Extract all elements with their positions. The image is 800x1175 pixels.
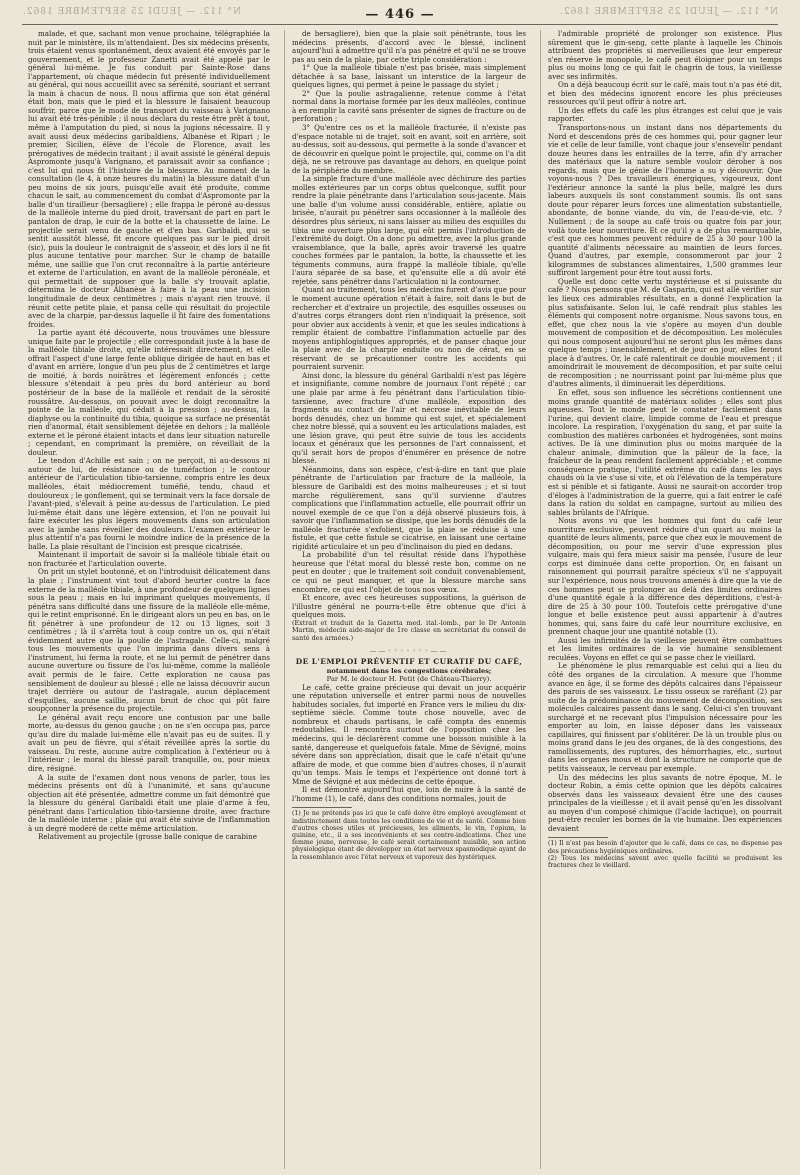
paragraph: Et encore, avec ces heureuses suppositions, la guérison de l'illustre général ne pourra-t-elle être obtenue que d'ici à quelques mois. xyxy=(292,593,526,620)
column-2 xyxy=(284,30,526,1169)
paragraph: Quant au traitement, tous les médecins furent d'avis que pour le moment aucune opération n'était à faire, soit dans le but de rechercher et d'extraire un projectile, des esquilles osseuses ou d'autres corps étrangers dont rien n'indiquait la présence, soit pour obvier aux accidents à venir, et que les seules indications à remplir étaient de combattre l'inflammation actuelle par des moyens antiphlogistiques appropriés, et de panser chaque jour la plaie avec de la charpie enduite ou non de cérat, en se réservant de se précautionner contre les accidents qui pourraient survenir. xyxy=(292,285,526,372)
footnote-rule xyxy=(548,837,608,838)
footnote-rule xyxy=(292,807,352,808)
paragraph: de bersagliere), bien que la plaie soit pénétrante, tous les médecins présents, d'accord avec le blessé, inclinent aujourd'hui à admettre qu'il n'a pas pénétré et qu'il ne se trouve pas au sein de la plaie, par cette triple considération : xyxy=(292,30,526,64)
running-header-left: N° 112. — JEUDI 25 SEPTEMBRE 1862. xyxy=(22,7,241,17)
page-number: — 446 — xyxy=(365,6,435,22)
paragraph: On prit un stylet boutonné, et on l'introduisit délicatement dans la plaie ; l'instrument vint tout d'abord heurter contre la face externe de la malléole tibiale, à une profondeur de quelques lignes sous la peau ; mais en lui imprimant quelques mouvements, il pénétra sans difficulté dans une fissure de la malléole elle-même, qui le retint emprisonné. En le dirigeant alors un peu en bas, on le fit pénétrer à une profondeur de 12 ou 13 lignes, soit 3 centimètres ; là il s'arrêta tout à coup contre un os, qui n'était évidemment autre que la poulie de l'astragale. Celle-ci, malgré tous les mouvements que l'on imprima dans divers sens à l'instrument, lui ferma la route, et ne lui permit de pénétrer dans aucune ouverture ou fissure de l'os lui-même, comme la malléole avait permis de le faire. Cette exploration ne causa pas sensiblement de douleur au blessé ; elle ne laissa découvrir aucun trajet derrière ou autour de l'astragale, aucun déplacement d'esquilles, aucune saillie, aucun bruit de choc qui pût faire soupçonner la présence du projectile. xyxy=(28,567,270,714)
column-3 xyxy=(540,30,782,1169)
paragraph: Le phénomène le plus remarquable est celui qui a lieu du côté des organes de la circulation. A mesure que l'homme avance en âge, il se forme des dépôts calcaires dans l'épaisseur des parois de ses vaisseaux. Le tissu osseux se raréfiant (2) par suite de la prédominance du mouvement de décomposition, ses molécules calcaires passent dans le sang. Celui-ci s'en trouvant surchargé et ne recevant plus l'impulsion nécessaire pour les emporter au loin, en laisse déposer dans les vaisseaux capillaires, qui finissent par s'oblitérer. De là un trouble plus ou moins grand dans le jeu des organes, de là des congestions, des ramollissements, des ruptures, des hémorrhagies, etc., surtout dans les organes mous et dont la structure ne comporte que de petits vaisseaux, le cerveau par exemple. xyxy=(548,661,782,774)
paragraph: Le général avait reçu encore une contusion par une balle morte, au-dessus du genou gauche ; on ne s'en occupa pas, parce qu'au dire du malade lui-même elle n'avait pas eu de suites. Il y avait un peu de fièvre, qui s'était réveillée après la sortie du vaisseau. Du reste, aucune autre complication à l'extérieur ou à l'intérieur ; le moral du blessé paraît tranquille, ou, pour mieux dire, résigné. xyxy=(28,712,270,774)
page-header xyxy=(22,4,778,25)
paragraph: Nous avons vu que les hommes qui font du café leur nourriture exclusive, peuvent réduire d'un quart au moins la quantité de leurs aliments, parce que chez eux le mouvement de décomposition, ou pour me servir d'une expression plus vulgaire, mais qui fera mieux saisir ma pensée, l'usure de leur corps est diminuée dans cette proportion. Or, en faisant un raisonnement qui pourrait paraître spécieux s'il ne s'appuyait sur l'expérience, nous nous trouvons amenés à dire que la vie de ces hommes peut se prolonger au delà des limites ordinaires d'une quantité égale à la différence des déperditions, c'est-à-dire de 25 à 30 pour 100. Toutefois cette prérogative d'une longue et belle existence peut aussi appartenir à d'autres hommes, qui, sans faire du café leur nourriture exclusive, en prennent chaque jour une quantité notable (1). xyxy=(548,516,782,637)
article-author: Par M. le docteur H. Petit (de Château-Thierry). xyxy=(326,675,492,684)
paragraph: Maintenant il importait de savoir si la malléole tibiale était ou non fracturée et l'articulation ouverte. xyxy=(28,550,270,568)
paragraph: Relativement au projectile (grosse balle conique de carabine xyxy=(38,832,257,842)
paragraph: Le tendon d'Achille est sain ; on ne perçoit, ni au-dessous ni autour de lui, de résistance ou de tuméfaction ; le contour antérieur de l'articulation tibio-tarsienne, compris entre les deux malléoles, était médiocrement tuméfié, tendu, chaud et douloureux ; le gonflement, qui se terminait vers la face dorsale de l'avant-pied, s'élevait à peine au-dessus de l'articulation. Le pied lui-même était dans une légère extension, et l'on ne pouvait lui faire exécuter les plus légers mouvements dans son articulation avec la jambe sans réveiller des douleurs. L'examen extérieur le plus attentif n'a pas fourni le moindre indice de la présence de la balle. La plaie résultant de l'incision est presque cicatrisée. xyxy=(28,456,270,551)
paragraph: Un des effets du café les plus étranges est celui que je vais rapporter. xyxy=(548,105,782,124)
paragraph: La probabilité d'un tel résultat réside dans l'hypothèse heureuse que l'état moral du blessé reste bon, comme on ne peut en douter ; que le traitement soit conduit convenablement, ce qui ne peut manquer, et que la blessure marche sans encombre, ce qui est l'objet de tous nos vœux. xyxy=(292,550,526,594)
paragraph: La partie ayant été découverte, nous trouvâmes une blessure unique faite par le projectile ; elle correspondait juste à la base de la malléole tibiale droite, qu'elle intéressait directement, et elle offrait l'aspect d'une large fente oblique dirigée de haut en bas et d'avant en arrière, longue d'un peu plus de 2 centimètres et large de moitié, à bords noirâtres et légèrement enfoncés ; cette blessure s'étendait à peu près du bord antérieur au bord postérieur de la base de la malléole et rendait de la sérosité roussâtre. Au-dessous, on pouvait avec le doigt reconnaître la pointe de la malléole, qui cédait à la pression ; au-dessus, la diaphyse ou la continuité du tibia, quoique sa surface ne présentât rien d'anormal, était sensiblement déjetée en dehors ; la malléole externe et le péroné étaient intacts et dans leur situation naturelle ; cependant, en comprimant la première, on réveillait de la douleur. xyxy=(28,328,270,457)
paragraph: Quelle est donc cette vertu mystérieuse et si puissante du café ? Nous pensons que M. de Gasparin, qui est allé vérifier sur les lieux ces admirables résultats, en a donné l'explication la plus satisfaisante. Selon lui, le café rendrait plus stables les éléments qui composent notre organisme. Nous savons tous, en effet, que chez nous la vie s'opère au moyen d'un double mouvement de composition et de décomposition. Les molécules qui nous composent aujourd'hui ne seront plus les mêmes dans quelque temps ; insensiblement, et de jour en jour, elles feront place à d'autres. Or, le café ralentirait ce double mouvement ; il amoindrirait le mouvement de décomposition, et par suite celui de recomposition ; ne nourrissant point par lui-même plus que d'autres aliments, il diminuerait les déperditions. xyxy=(548,276,782,389)
footnote: (1) Il n'est pas besoin d'ajouter que le café, dans ce cas, ne dispense pas des précautions hygiéniques ordinaires. xyxy=(548,840,782,855)
source-note: (Extrait et traduit de la Gazetta med. ital.-lomb., par le Dr Antonin Martin, médecin aide-major de 1re classe en secrétariat du conseil de santé des armées.) xyxy=(292,618,526,642)
paragraph: 3° Qu'entre ces os et la malléole fracturée, il n'existe pas d'espace notable ni de trajet, soit en avant, soit en arrière, soit au-dessus, soit au-dessous, qui permette à la sonde d'avancer et de découvrir en quelque point le projectile, qui, comme on l'a dit déjà, ne se retrouve pas davantage au dehors, en quelque point de la périphérie du membre. xyxy=(292,123,526,175)
paragraph: Aussi les infirmités de la vieillesse peuvent être combattues et les limites ordinaires de la vie humaine sensiblement reculées. Voyons en effet ce qui se passe chez le vieillard. xyxy=(548,635,782,662)
paragraph: Transportons-nous un instant dans nos départements du Nord et descendons près de ces hommes qui, pour gagner leur vie et celle de leur famille, vont chaque jour s'ensevelir pendant douze heures dans les entrailles de la terre, afin d'y arracher des matériaux que la nature semble vouloir dérober à nos regards, mais que le génie de l'homme a su y découvrir. Que voyons-nous ? Des travailleurs énergiques, vigoureux, dont l'extérieur annonce la santé la plus belle, malgré les durs labeurs auxquels ils sont constamment soumis. Ils ont sans doute pour réparer leurs forces une alimentation substantielle, abondante, de bonne viande, du vin, de l'eau-de-vie, etc. ? Nullement ; de la soupe au café trois ou quatre fois par jour, voilà toute leur nourriture. Et ce qu'il y a de plus remarquable, c'est que ces hommes peuvent réduire de 25 à 30 pour 100 la quantité d'aliments nécessaire au maintien de leurs forces. Quand d'autres, par exemple, consommeront par jour 2 kilogrammes de substances alimentaires, 1,500 grammes leur suffiront largement pour être tout aussi forts. xyxy=(548,123,782,278)
footnote: (1) Je ne prétends pas ici que le café doive être employé aveuglément et indistinctement dans toutes les conditions de vie et de santé. Comme bien d'autres choses utiles et précieuses, les aliments, le vin, l'opium, la quinine, etc., il a ses inconvénients et ses contre-indications. Chez une femme jeune, nerveuse, le café serait certainement nuisible, son action physiologique étant de développer un état nerveux spasmodique ayant de la ressemblance avec l'état nerveux et vaporeux des hystériques. xyxy=(292,810,526,861)
footnote: (2) Tous les médecins savent avec quelle facilité se produisent les fractures chez le vieillard. xyxy=(548,854,782,870)
paragraph: l'admirable propriété de prolonger son existence. Plus sûrement que le gin-seng, cette plante à laquelle les Chinois attribuent des propriétés si merveilleuses que leur empereur s'en réserve le monopole, le café peut éloigner pour un temps plus ou moins long ce qui fait le chagrin de tous, la vieillesse avec ses infirmités. xyxy=(548,30,782,81)
paragraph: 2° Que la poulie astragalienne, retenue comme à l'état normal dans la mortaise formée par les deux malléoles, continue à en remplir la cavité sans présenter de signes de fracture ou de perforation ; xyxy=(292,88,526,124)
running-header-right: N° 112. — JEUDI 25 SEPTEMBRE 1862. xyxy=(559,7,778,17)
article-subtitle: notamment dans les congestions cérébrales; xyxy=(326,666,492,675)
paragraph: Ainsi donc, la blessure du général Garibaldi n'est pas légère et insignifiante, comme nombre de journaux l'ont répété ; car une plaie par arme à feu pénétrant dans l'articulation tibio-tarsienne, avec fracture d'une malléole, exposition des fragments au contact de l'air et nécrose inévitable de leurs bords dénudés, chez un homme qui est sujet, et spécialement chez notre blessé, qui a souvent eu les articulations malades, est une lésion grave, qui peut être suivie de tous les accidents locaux et généraux que les personnes de l'art connaissent, et qu'il serait hors de propos d'énumérer en présence de notre blessé. xyxy=(292,370,526,466)
paragraph: malade, et que, sachant mon venue prochaine, télégraphiée la nuit par le ministère, ils m'attendaient. Des six médecins présents, trois étaient venus spontanément, deux avaient été envoyés par le gouvernement, et le professeur Zanetti avait été appelé par le général lui-même. Je fus conduit par Sainte-Rose dans l'appartement, où chaque médecin fut présenté individuellement au général, qui nous accueillit avec sa sérénité, souriant et serrant la main à chacun de nous. Il nous affirma que son état général était bon, mais que le pied et la blessure le faisaient beaucoup souffrir, parce que le mode de transport du vaisseau à Varignano lui avait été très-pénible ; il nous déclara du reste être prêt à tout, même à l'amputation du pied, si nous la jugions nécessaire. Il y avait aussi deux médecins garibaldiens, Albanèse et Ripari ; le premier, Sicilien, élève de l'école de Florence, avait les prérogatives de médecin traitant ; il avait assisté le général depuis Aspromonte jusqu'à Varignano, et paraissait avoir sa confiance ; c'est lui qui nous fit l'histoire de la blessure. Au moment de la consultation (le 4, à onze heures du matin) la blessure datait d'un peu moins de six jours, puisqu'elle avait été produite, comme chacun le sait, au commencement du combat d'Aspromonte par la balle d'un tirailleur (bersagliere) ; elle frappa le péroné au-dessus de la malléole interne du pied droit, traversant de part en part le pantalon de drap, le cuir de la botte et la chaussette de laine. Le projectile serait venu de gauche et d'en bas. Garibaldi, qui se sentit aussitôt blessé, fit encore quelques pas sur le pied droit (sic), puis la douleur le contraignit de s'asseoir, et dès lors il ne fit plus aucune tentative pour marcher. Sur le champ de bataille même, une saillie que l'on crut reconnaître à la partie antérieure et externe de l'articulation, en avant de la malléole péronéale, et qui permettait de supposer que la balle s'y trouvait aplatie, détermina le docteur Albanèse à faire à la peau une incision longitudinale de deux centimètres ; mais n'ayant rien trouvé, il réunit cette petite plaie, et pansa celle qui résultait du projectile avec de la charpie, par-dessus laquelle il fit faire des fomentations froides. xyxy=(28,30,270,329)
text-columns xyxy=(28,30,782,1169)
paragraph: La simple fracture d'une malléole avec déchirure des parties molles extérieures par un corps obtus quelconque, suffit pour rendre la plaie pénétrante dans l'articulation sous-jacente. Mais une balle d'un volume aussi considérable, entière, aplatie ou brisée, n'aurait pu pénétrer sans occasionner à la malléole des désordres plus sérieux, ni sans laisser au milieu des esquilles du tibia une ouverture plus large, qui eût permis l'introduction de l'extrémité du doigt. On a donc pu admettre, avec la plus grande vraisemblance, que la balle, après avoir traversé les quatre couches formées par le pantalon, la botte, la chaussette et les téguments communs, aura frappé la malléole tibiale, qu'elle l'aura séparée de sa base, et qu'ensuite elle a dû avoir été rejetée, sans pénétrer dans l'articulation ni la contourner. xyxy=(292,174,526,286)
paragraph: On a déjà beaucoup écrit sur le café, mais tout n'a pas été dit, et bien des médecins ignorent encore les plus précieuses ressources qu'il peut offrir à notre art. xyxy=(548,80,782,107)
paragraph: En effet, sous son influence les sécrétions contiennent une moins grande quantité de matériaux solides ; elles sont plus aqueuses. Tout le monde peut le constater facilement dans l'urine, qui devient claire, limpide comme de l'eau et presque incolore. La respiration, l'oxygénation du sang, et par suite la combustion des matières carbonées et hydrogénées, sont moins actives. De là une diminution plus ou moins marquée de la chaleur animale, diminution que la pâleur de la face, la fraîcheur de la peau rendent facilement appréciable ; et comme conséquence pratique, l'utilité extrême du café dans les pays chauds où la vie s'use si vite, et où l'élévation de la température est si pénible et si fatigante. Aussi ne saurait-on accorder trop d'éloges à l'administration de la guerre, qui a fait entrer le café dans la ration du soldat en campagne, surtout au milieu des sables brûlants de l'Afrique. xyxy=(548,387,782,517)
paragraph: Le café, cette graine précieuse qui devait un jour acquérir une réputation universelle et entrer parmi nous de nouvelles habitudes sociales, fut importé en France vers le milieu du dix-septième siècle. Comme toute chose nouvelle, avec de nombreux et chauds partisans, le café compta des ennemis redoutables. Il rencontra surtout de l'opposition chez les médecins, qui le déclarèrent comme une boisson nuisible à la santé, dangereuse et quelquefois fatale. Mme de Sévigné, moins sévère dans son appréciation, disait que le café n'était qu'une affaire de mode, et que comme bien d'autres choses, il n'aurait qu'un temps. Mais le temps et l'expérience ont donné tort à Mme de Sévigné et aux médecins de cette époque. xyxy=(292,682,526,786)
article-title: DE L'EMPLOI PRÉVENTIF ET CURATIF DU CAFÉ, xyxy=(295,657,523,667)
paragraph: A la suite de l'examen dont nous venons de parler, tous les médecins présents ont dû à l'unanimité, et sans qu'aucune objection ait été présentée, admettre comme un fait démontré que la blessure du général Garibaldi était une plaie d'arme à feu, pénétrant dans l'articulation tibio-tarsienne droite, avec fracture de la malléole interne ; plaie qui avait été suivie de l'inflammation à un degré modéré de cette même articulation. xyxy=(28,772,270,833)
column-1 xyxy=(28,30,270,1169)
paragraph: Un des médecins les plus savants de notre époque, M. le docteur Robin, a émis cette opinion que les dépôts calcaires observés dans les vaisseaux devaient être une des causes principales de la vieillesse ; et il avait pensé qu'en les dissolvant au moyen d'un composé chimique (l'acide lactique), on pourrait peut-être reculer les bornes de la vie humaine. Des expériences devaient xyxy=(548,772,782,833)
paragraph: 1° Que la malléole tibiale n'est pas brisée, mais simplement détachée à sa base, laissant un interstice de la largeur de quelques lignes, qui permet à peine le passage du stylet ; xyxy=(292,63,526,90)
section-ornament: ——◦◦◦◦◦◦◦—— xyxy=(369,646,449,655)
paragraph: Il est démontré aujourd'hui que, loin de nuire à la santé de l'homme (1), le café, dans des conditions normales, jouit de xyxy=(292,785,526,803)
paragraph: Néanmoins, dans son espèce, c'est-à-dire en tant que plaie pénétrante de l'articulation par fracture de la malléole, la blessure de Garibaldi est des moins malheureuses ; et si tout marche régulièrement, sans qu'il survienne d'autres complications que l'inflammation actuelle, elle pourrait offrir un nouvel exemple de ce que l'on a déjà observé plusieurs fois, à savoir que l'inflammation se dissipe, que les bords dénudés de la malléole fracturée s'exfolient, que la plaie se réduise à une fistule, et que cette fistule se cicatrise, en laissant une certaine rigidité articulaire et un peu d'inclinaison du pied en dedans. xyxy=(292,464,526,551)
